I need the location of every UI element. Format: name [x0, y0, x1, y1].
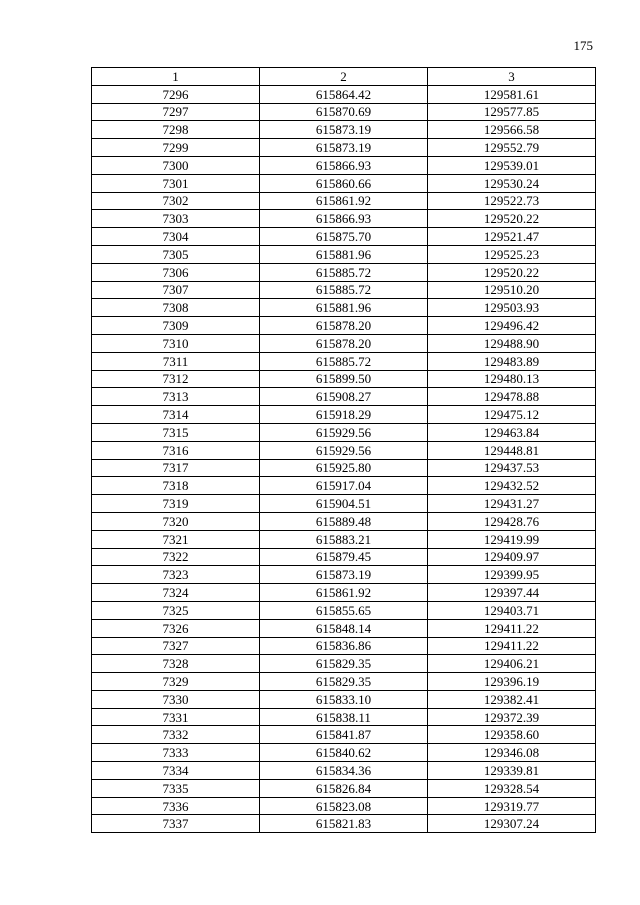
y-coordinate-cell: 129581.61 — [428, 85, 596, 103]
point-number-cell: 7321 — [92, 530, 260, 548]
table-row — [92, 370, 596, 388]
y-coordinate-cell: 129358.60 — [428, 726, 596, 744]
point-number-cell: 7297 — [92, 103, 260, 121]
y-coordinate-cell: 129403.71 — [428, 601, 596, 619]
x-coordinate-cell: 615829.35 — [260, 655, 428, 673]
table-row — [92, 512, 596, 530]
x-coordinate-cell: 615848.14 — [260, 619, 428, 637]
table-row — [92, 281, 596, 299]
table-row — [92, 779, 596, 797]
x-coordinate-cell: 615878.20 — [260, 317, 428, 335]
point-number-cell: 7316 — [92, 441, 260, 459]
point-number-cell: 7325 — [92, 601, 260, 619]
point-number-cell: 7320 — [92, 512, 260, 530]
x-coordinate-cell: 615918.29 — [260, 406, 428, 424]
y-coordinate-cell: 129525.23 — [428, 245, 596, 263]
y-coordinate-cell: 129463.84 — [428, 423, 596, 441]
table-row — [92, 299, 596, 317]
table-row — [92, 210, 596, 228]
x-coordinate-cell: 615878.20 — [260, 334, 428, 352]
x-coordinate-cell: 615899.50 — [260, 370, 428, 388]
point-number-cell: 7301 — [92, 174, 260, 192]
point-number-cell: 7328 — [92, 655, 260, 673]
y-coordinate-cell: 129339.81 — [428, 762, 596, 780]
point-number-cell: 7307 — [92, 281, 260, 299]
point-number-cell: 7326 — [92, 619, 260, 637]
y-coordinate-cell: 129522.73 — [428, 192, 596, 210]
y-coordinate-cell: 129409.97 — [428, 548, 596, 566]
table-row — [92, 708, 596, 726]
x-coordinate-cell: 615925.80 — [260, 459, 428, 477]
table-row — [92, 690, 596, 708]
point-number-cell: 7315 — [92, 423, 260, 441]
table-row — [92, 174, 596, 192]
table-row — [92, 139, 596, 157]
point-number-cell: 7313 — [92, 388, 260, 406]
y-coordinate-cell: 129396.19 — [428, 673, 596, 691]
point-number-cell: 7335 — [92, 779, 260, 797]
x-coordinate-cell: 615870.69 — [260, 103, 428, 121]
table-row — [92, 406, 596, 424]
y-coordinate-cell: 129483.89 — [428, 352, 596, 370]
table-row — [92, 619, 596, 637]
x-coordinate-cell: 615879.45 — [260, 548, 428, 566]
table-header — [92, 68, 596, 86]
y-coordinate-cell: 129328.54 — [428, 779, 596, 797]
table-row — [92, 459, 596, 477]
table-row — [92, 263, 596, 281]
table-row — [92, 762, 596, 780]
point-number-cell: 7308 — [92, 299, 260, 317]
x-coordinate-cell: 615873.19 — [260, 121, 428, 139]
table-row — [92, 548, 596, 566]
x-coordinate-cell: 615881.96 — [260, 299, 428, 317]
y-coordinate-cell: 129577.85 — [428, 103, 596, 121]
column-header-2: 2 — [260, 68, 428, 86]
x-coordinate-cell: 615929.56 — [260, 423, 428, 441]
point-number-cell: 7333 — [92, 744, 260, 762]
table-row — [92, 245, 596, 263]
x-coordinate-cell: 615829.35 — [260, 673, 428, 691]
table-row — [92, 334, 596, 352]
page-number: 175 — [573, 38, 593, 53]
y-coordinate-cell: 129480.13 — [428, 370, 596, 388]
y-coordinate-cell: 129496.42 — [428, 317, 596, 335]
x-coordinate-cell: 615904.51 — [260, 495, 428, 513]
y-coordinate-cell: 129372.39 — [428, 708, 596, 726]
point-number-cell: 7309 — [92, 317, 260, 335]
y-coordinate-cell: 129448.81 — [428, 441, 596, 459]
point-number-cell: 7304 — [92, 228, 260, 246]
x-coordinate-cell: 615908.27 — [260, 388, 428, 406]
header-row — [92, 68, 596, 86]
point-number-cell: 7314 — [92, 406, 260, 424]
table-row — [92, 477, 596, 495]
y-coordinate-cell: 129437.53 — [428, 459, 596, 477]
x-coordinate-cell: 615836.86 — [260, 637, 428, 655]
point-number-cell: 7336 — [92, 797, 260, 815]
table-row — [92, 103, 596, 121]
table-row — [92, 388, 596, 406]
y-coordinate-cell: 129399.95 — [428, 566, 596, 584]
point-number-cell: 7302 — [92, 192, 260, 210]
table-row — [92, 584, 596, 602]
y-coordinate-cell: 129521.47 — [428, 228, 596, 246]
point-number-cell: 7306 — [92, 263, 260, 281]
x-coordinate-cell: 615821.83 — [260, 815, 428, 833]
y-coordinate-cell: 129552.79 — [428, 139, 596, 157]
x-coordinate-cell: 615873.19 — [260, 139, 428, 157]
point-number-cell: 7298 — [92, 121, 260, 139]
x-coordinate-cell: 615834.36 — [260, 762, 428, 780]
x-coordinate-cell: 615885.72 — [260, 352, 428, 370]
point-number-cell: 7312 — [92, 370, 260, 388]
y-coordinate-cell: 129478.88 — [428, 388, 596, 406]
point-number-cell: 7323 — [92, 566, 260, 584]
y-coordinate-cell: 129406.21 — [428, 655, 596, 673]
y-coordinate-cell: 129411.22 — [428, 637, 596, 655]
y-coordinate-cell: 129419.99 — [428, 530, 596, 548]
table-row — [92, 85, 596, 103]
table-row — [92, 156, 596, 174]
y-coordinate-cell: 129411.22 — [428, 619, 596, 637]
y-coordinate-cell: 129488.90 — [428, 334, 596, 352]
x-coordinate-cell: 615861.92 — [260, 192, 428, 210]
table-row — [92, 530, 596, 548]
point-number-cell: 7317 — [92, 459, 260, 477]
x-coordinate-cell: 615929.56 — [260, 441, 428, 459]
x-coordinate-cell: 615866.93 — [260, 210, 428, 228]
table-row — [92, 815, 596, 833]
point-number-cell: 7319 — [92, 495, 260, 513]
x-coordinate-cell: 615826.84 — [260, 779, 428, 797]
x-coordinate-cell: 615864.42 — [260, 85, 428, 103]
table-row — [92, 601, 596, 619]
coordinates-table — [91, 67, 596, 833]
y-coordinate-cell: 129530.24 — [428, 174, 596, 192]
table-row — [92, 352, 596, 370]
y-coordinate-cell: 129307.24 — [428, 815, 596, 833]
point-number-cell: 7327 — [92, 637, 260, 655]
x-coordinate-cell: 615885.72 — [260, 263, 428, 281]
x-coordinate-cell: 615875.70 — [260, 228, 428, 246]
x-coordinate-cell: 615881.96 — [260, 245, 428, 263]
table-row — [92, 228, 596, 246]
point-number-cell: 7299 — [92, 139, 260, 157]
table-row — [92, 655, 596, 673]
column-header-3: 3 — [428, 68, 596, 86]
x-coordinate-cell: 615866.93 — [260, 156, 428, 174]
x-coordinate-cell: 615833.10 — [260, 690, 428, 708]
x-coordinate-cell: 615883.21 — [260, 530, 428, 548]
point-number-cell: 7329 — [92, 673, 260, 691]
table-row — [92, 192, 596, 210]
x-coordinate-cell: 615889.48 — [260, 512, 428, 530]
table-row — [92, 744, 596, 762]
point-number-cell: 7322 — [92, 548, 260, 566]
point-number-cell: 7324 — [92, 584, 260, 602]
x-coordinate-cell: 615823.08 — [260, 797, 428, 815]
table-row — [92, 797, 596, 815]
point-number-cell: 7334 — [92, 762, 260, 780]
table-row — [92, 121, 596, 139]
point-number-cell: 7305 — [92, 245, 260, 263]
point-number-cell: 7332 — [92, 726, 260, 744]
x-coordinate-cell: 615841.87 — [260, 726, 428, 744]
table-row — [92, 726, 596, 744]
y-coordinate-cell: 129503.93 — [428, 299, 596, 317]
x-coordinate-cell: 615855.65 — [260, 601, 428, 619]
y-coordinate-cell: 129520.22 — [428, 210, 596, 228]
x-coordinate-cell: 615838.11 — [260, 708, 428, 726]
y-coordinate-cell: 129346.08 — [428, 744, 596, 762]
table-row — [92, 637, 596, 655]
y-coordinate-cell: 129539.01 — [428, 156, 596, 174]
y-coordinate-cell: 129520.22 — [428, 263, 596, 281]
y-coordinate-cell: 129510.20 — [428, 281, 596, 299]
x-coordinate-cell: 615860.66 — [260, 174, 428, 192]
table-row — [92, 423, 596, 441]
table-row — [92, 441, 596, 459]
x-coordinate-cell: 615840.62 — [260, 744, 428, 762]
column-header-1: 1 — [92, 68, 260, 86]
point-number-cell: 7318 — [92, 477, 260, 495]
y-coordinate-cell: 129475.12 — [428, 406, 596, 424]
x-coordinate-cell: 615861.92 — [260, 584, 428, 602]
point-number-cell: 7337 — [92, 815, 260, 833]
x-coordinate-cell: 615873.19 — [260, 566, 428, 584]
table-row — [92, 673, 596, 691]
point-number-cell: 7303 — [92, 210, 260, 228]
y-coordinate-cell: 129382.41 — [428, 690, 596, 708]
point-number-cell: 7330 — [92, 690, 260, 708]
point-number-cell: 7311 — [92, 352, 260, 370]
point-number-cell: 7331 — [92, 708, 260, 726]
y-coordinate-cell: 129319.77 — [428, 797, 596, 815]
y-coordinate-cell: 129432.52 — [428, 477, 596, 495]
table-row — [92, 566, 596, 584]
point-number-cell: 7300 — [92, 156, 260, 174]
point-number-cell: 7296 — [92, 85, 260, 103]
x-coordinate-cell: 615917.04 — [260, 477, 428, 495]
table-body — [92, 85, 596, 832]
y-coordinate-cell: 129397.44 — [428, 584, 596, 602]
y-coordinate-cell: 129431.27 — [428, 495, 596, 513]
x-coordinate-cell: 615885.72 — [260, 281, 428, 299]
table-row — [92, 495, 596, 513]
point-number-cell: 7310 — [92, 334, 260, 352]
y-coordinate-cell: 129566.58 — [428, 121, 596, 139]
table-row — [92, 317, 596, 335]
y-coordinate-cell: 129428.76 — [428, 512, 596, 530]
